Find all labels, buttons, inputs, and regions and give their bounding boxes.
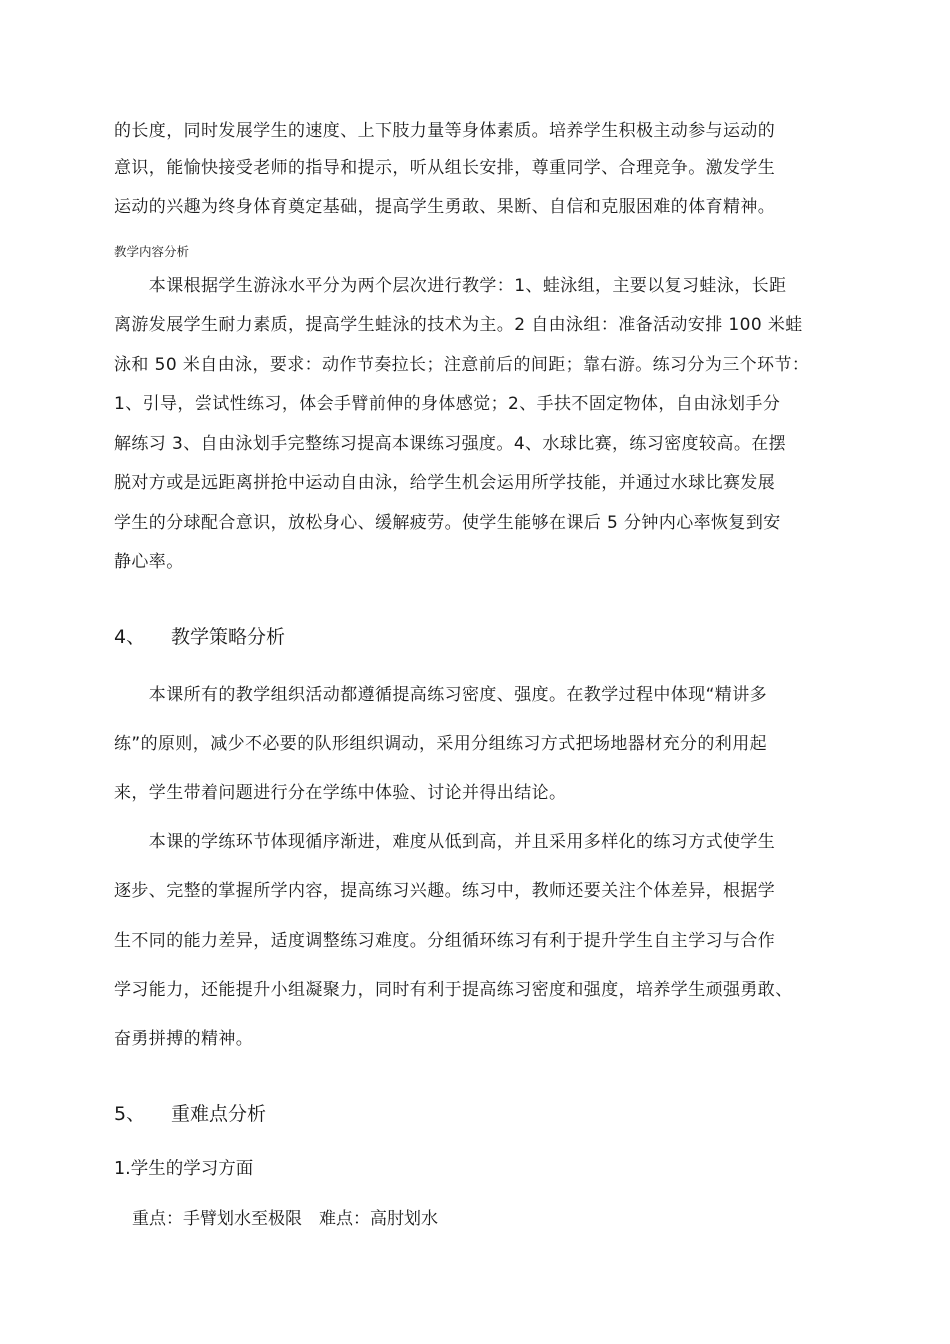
content-line-2: 离游发展学生耐力素质，提高学生蛙泳的技术为主。2 自由泳组：准备活动安排 100 米蛙 [114, 315, 803, 335]
section-4-title: 教学策略分析 [171, 626, 286, 648]
strategy-para2-line-2: 逐步、完整的掌握所学内容，提高练习兴趣。练习中，教师还要关注个体差异，根据学 [114, 881, 776, 901]
content-line-5: 解练习 3、自由泳划手完整练习提高本课练习强度。4、水球比赛，练习密度较高。在摆 [114, 434, 787, 454]
student-learning-subheading: 1.学生的学习方面 [114, 1159, 254, 1179]
strategy-para1-line-1: 本课所有的教学组织活动都遵循提高练习密度、强度。在教学过程中体现“精讲多 [114, 685, 768, 705]
strategy-para2-line-5: 奋勇拼搏的精神。 [114, 1029, 254, 1049]
strategy-para2-line-4: 学习能力，还能提升小组凝聚力，同时有利于提高练习密度和强度，培养学生顽强勇敢、 [114, 980, 793, 1000]
intro-line-2: 意识，能愉快接受老师的指导和提示，听从组长安排，尊重同学、合理竞争。激发学生 [114, 158, 776, 178]
key-difficult-points: 重点：手臂划水至极限 难点：高肘划水 [132, 1209, 438, 1229]
section-5-heading [114, 1099, 266, 1126]
content-line-1: 本课根据学生游泳水平分为两个层次进行教学：1、蛙泳组，主要以复习蛙泳，长距 [114, 276, 787, 296]
intro-line-3: 运动的兴趣为终身体育奠定基础，提高学生勇敢、果断、自信和克服困难的体育精神。 [114, 197, 776, 217]
section-4-number: 4、 [114, 626, 146, 648]
content-line-3: 泳和 50 米自由泳，要求：动作节奏拉长；注意前后的间距；靠右游。练习分为三个环节： [114, 355, 810, 375]
strategy-para1-line-3: 来，学生带着问题进行分在学练中体验、讨论并得出结论。 [114, 783, 567, 803]
content-line-7: 学生的分球配合意识，放松身心、缓解疲劳。使学生能够在课后 5 分钟内心率恢复到安 [114, 513, 781, 533]
section-5-number: 5、 [114, 1103, 146, 1125]
strategy-para2-line-1: 本课的学练环节体现循序渐进，难度从低到高，并且采用多样化的练习方式使学生 [114, 832, 776, 852]
section-4-heading [114, 622, 285, 649]
intro-line-1: 的长度，同时发展学生的速度、上下肢力量等身体素质。培养学生积极主动参与运动的 [114, 121, 776, 141]
content-line-6: 脱对方或是远距离拼抢中运动自由泳，给学生机会运用所学技能，并通过水球比赛发展 [114, 473, 776, 493]
strategy-para2-line-3: 生不同的能力差异，适度调整练习难度。分组循环练习有利于提升学生自主学习与合作 [114, 931, 776, 951]
strategy-para1-line-2: 练”的原则，减少不必要的队形组织调动，采用分组练习方式把场地器材充分的利用起 [114, 734, 768, 754]
content-line-4: 1、引导，尝试性练习，体会手臂前伸的身体感觉；2、手扶不固定物体，自由泳划手分 [114, 394, 781, 414]
content-analysis-heading: 教学内容分析 [114, 244, 190, 259]
section-5-title: 重难点分析 [171, 1103, 267, 1125]
content-line-8: 静心率。 [114, 552, 184, 572]
